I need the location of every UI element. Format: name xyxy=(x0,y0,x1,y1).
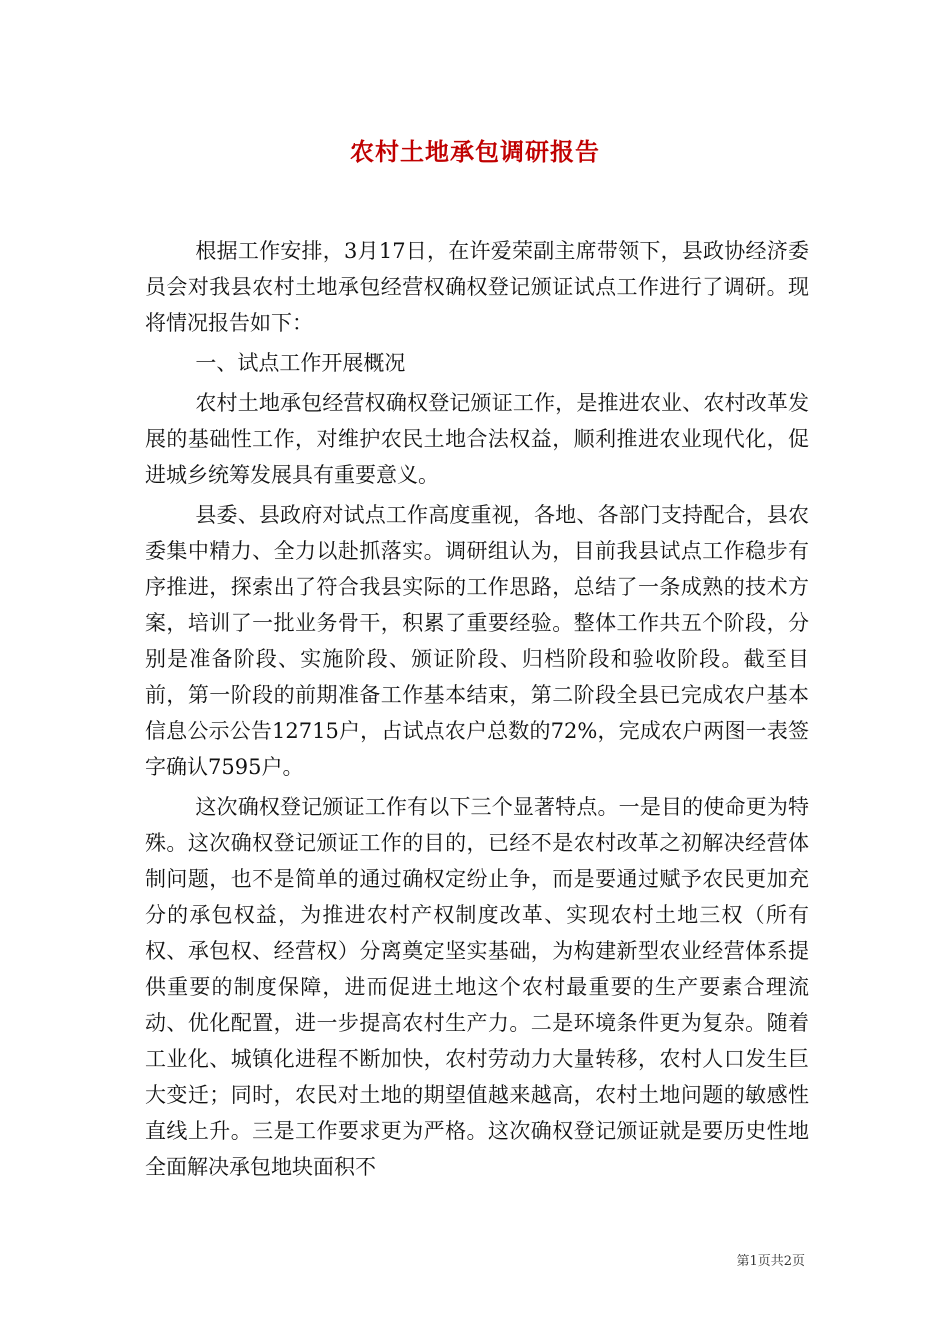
page-number: 第1页共2页 xyxy=(736,1254,805,1269)
paragraph-features: 这次确权登记颁证工作有以下三个显著特点。一是目的使命更为特殊。这次确权登记颁证工作的目的，已经不是农村改革之初解决经营体制问题，也不是简单的通过确权定纷止争，而是要通过赋予农民更加充分的承包权益，为推进农村产权制度改革、实现农村土地三权（所有权、承包权、经营权）分离奠定坚实基础，为构建新型农业经营体系提供重要的制度保障，进而促进土地这个农村最重要的生产要素合理流动、优化配置，进一步提高农村生产力。二是环境条件更为复杂。随着工业化、城镇化进程不断加快，农村劳动力大量转移，农村人口发生巨大变迁；同时，农民对土地的期望值越来越高，农村土地问题的敏感性直线上升。三是工作要求更为严格。这次确权登记颁证就是要历史性地全面解决承包地块面积不 xyxy=(145,795,809,1179)
paragraph-progress: 县委、县政府对试点工作高度重视，各地、各部门支持配合，县农委集中精力、全力以赴抓落实。调研组认为，目前我县试点工作稳步有序推进，探索出了符合我县实际的工作思路，总结了一条成熟的技术方案，培训了一批业务骨干，积累了重要经验。整体工作共五个阶段，分别是准备阶段、实施阶段、颁证阶段、归档阶段和验收阶段。截至目前，第一阶段的前期准备工作基本结束，第二阶段全县已完成农户基本信息公示公告12715户，占试点农户总数的72%，完成农户两图一表签字确认7595户。 xyxy=(145,503,809,779)
paragraph-significance: 农村土地承包经营权确权登记颁证工作，是推进农业、农村改革发展的基础性工作，对维护农民土地合法权益，顺利推进农业现代化，促进城乡统筹发展具有重要意义。 xyxy=(145,391,809,487)
document-body xyxy=(145,233,809,1185)
section-heading-1: 一、试点工作开展概况 xyxy=(195,351,406,375)
paragraph-intro: 根据工作安排，3月17日，在许爱荣副主席带领下，县政协经济委员会对我县农村土地承包经营权确权登记颁证试点工作进行了调研。现将情况报告如下： xyxy=(145,239,809,335)
document-title: 农村土地承包调研报告 xyxy=(350,137,600,166)
